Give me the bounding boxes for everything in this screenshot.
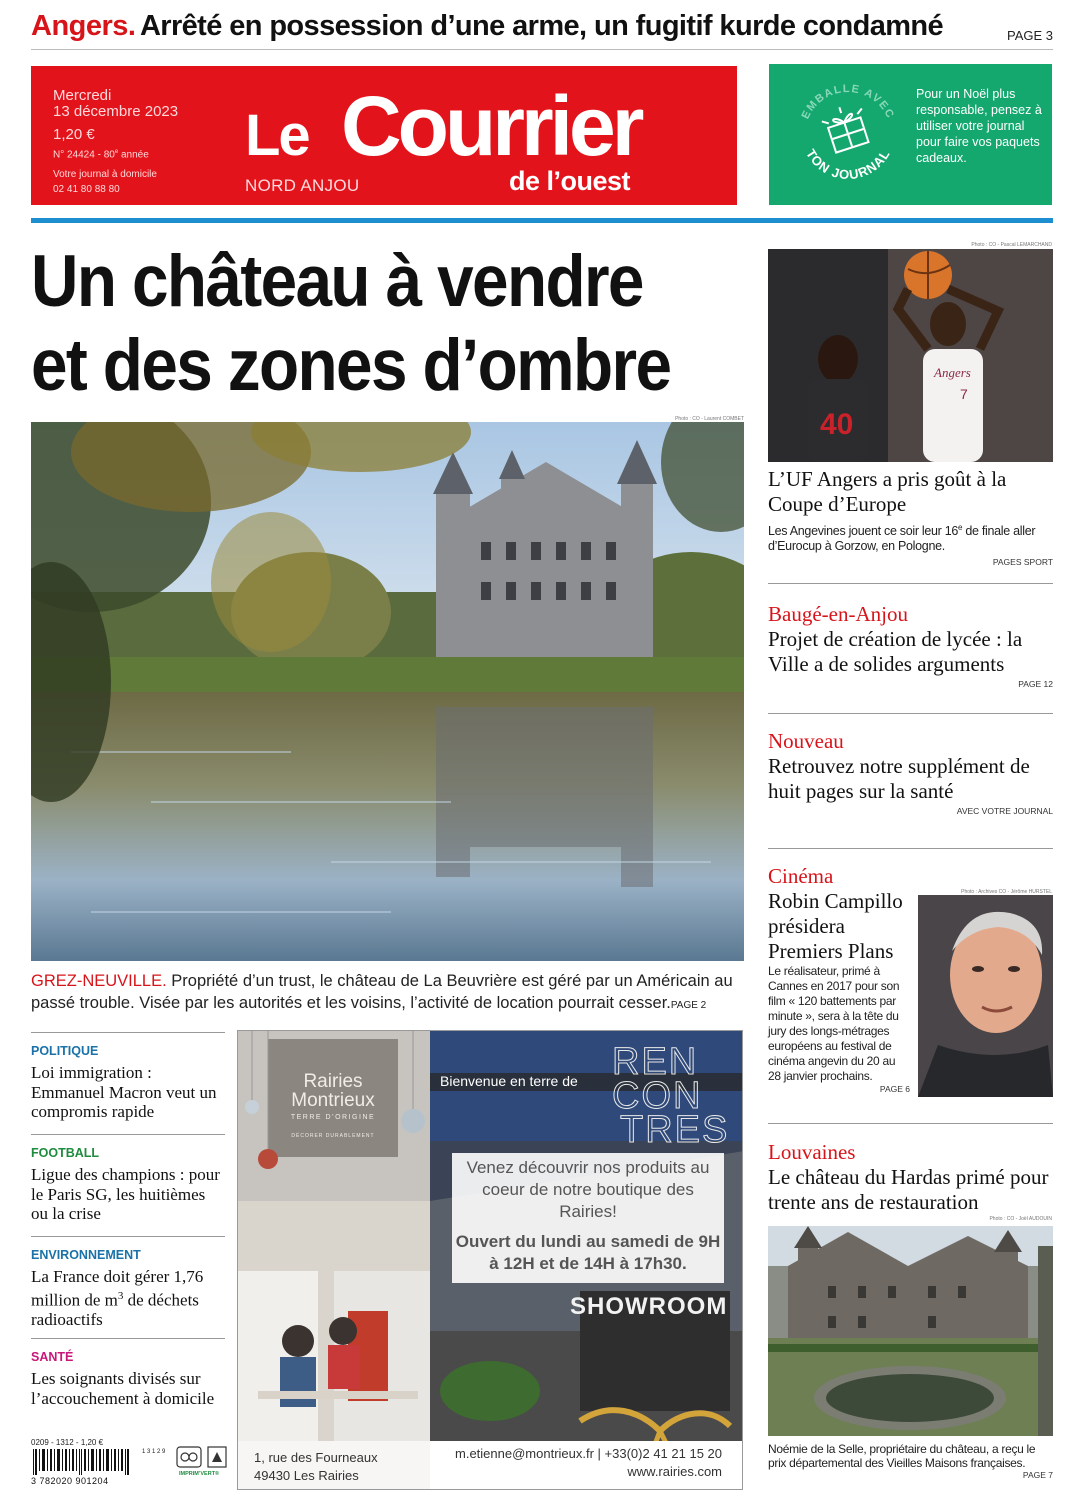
ad-brand-line-1: Rairies (303, 1071, 363, 1092)
brief-tag: POLITIQUE (31, 1044, 99, 1058)
gift-badge-icon (787, 74, 909, 196)
ad-website[interactable]: www.rairies.com (627, 1464, 722, 1479)
right-divider (768, 713, 1053, 714)
svg-text:40: 40 (820, 408, 854, 441)
brief-tag: ENVIRONNEMENT (31, 1248, 141, 1262)
svg-text:EMBALLE AVEC: EMBALLE AVEC (799, 82, 897, 121)
nouveau-title: Retrouvez notre supplément de huit pages sur la santé (768, 754, 1030, 803)
main-photo-credit: Photo : CO - Laurent COMBET (675, 416, 744, 422)
cinema-title: Robin Campillo présidera Premiers Plans (768, 889, 903, 963)
caption-place: GREZ-NEUVILLE. (31, 972, 167, 990)
masthead-full-date: 13 décembre 2023 (53, 103, 179, 120)
right-divider (768, 583, 1053, 584)
bauge-kicker: Baugé-en-Anjou (768, 602, 908, 626)
brief-tag: SANTÉ (31, 1350, 74, 1364)
bauge-article[interactable] (768, 602, 1053, 689)
top-city-label[interactable]: Angers. (31, 10, 136, 42)
louvaines-article[interactable] (768, 1140, 1053, 1215)
nouveau-kicker: Nouveau (768, 729, 844, 753)
masthead-day: Mercredi (53, 87, 112, 104)
cinema-kicker: Cinéma (768, 864, 834, 888)
basketball-photo[interactable] (768, 249, 1053, 462)
ad-brand-tagline: TERRE D’ORIGINE (290, 1114, 376, 1121)
ad-rencontres: REN CON TRES (612, 1041, 730, 1151)
masthead-edition: NORD ANJOU (245, 176, 360, 195)
ad-brand-sub: DÉCORER DURABLEMENT (291, 1133, 375, 1139)
ad-address (254, 1449, 378, 1485)
svg-text:TON JOURNAL: TON JOURNAL (803, 146, 893, 183)
promo-box[interactable] (769, 64, 1052, 205)
ad-info-panel (452, 1153, 724, 1283)
ad-address-line-1: 1, rue des Fourneaux (254, 1450, 378, 1465)
header-divider (31, 218, 1053, 223)
brief-title: Ligue des champions : pour le Paris SG, les huitièmes ou la crise (31, 1165, 220, 1223)
caption-page: PAGE 2 (670, 1000, 707, 1011)
logo-courrier[interactable]: Courrier (341, 79, 641, 173)
basket-title: L’UF Angers a pris goût à la Coupe d’Europe (768, 467, 1007, 516)
brief-tag: FOOTBALL (31, 1146, 100, 1160)
brief-title: Les soignants divisés sur l’accouchement à domicile (31, 1369, 215, 1408)
louvaines-caption-text: Noémie de la Selle, propriétaire du château, a reçu le prix départemental des Vieilles Maisons françaises. (768, 1442, 1036, 1470)
headline-line-2: et des zones d’ombre (31, 325, 671, 406)
masthead-home-delivery (53, 167, 157, 197)
brief-politique[interactable] (31, 1032, 225, 1134)
barcode-icon (31, 1449, 141, 1477)
right-divider (768, 848, 1053, 849)
right-divider (768, 1123, 1053, 1124)
ad-welcome: Bienvenue en terre de (440, 1073, 578, 1089)
svg-text:Angers: Angers (934, 365, 971, 380)
robin-campillo-photo[interactable] (918, 895, 1053, 1097)
ad-contact (430, 1445, 743, 1481)
top-headline-link[interactable]: Arrêté en possession d’une arme, un fugitif kurde condamné (139, 10, 944, 42)
bauge-title: Projet de création de lycée : la Ville a de solides arguments (768, 627, 1023, 676)
barcode-top-text: 0209 - 1312 - 1,20 € (31, 1438, 104, 1447)
paper-icon (207, 1446, 227, 1468)
briefs-column (31, 1032, 225, 1440)
masthead (31, 66, 737, 205)
basket-body: Les Angevines jouent ce soir leur 16e de finale aller d’Eurocup à Gorzow, en Pologne. (768, 523, 1036, 554)
headline-line-1: Un château à vendre (31, 241, 643, 322)
ad-showroom-sign: SHOWROOM (570, 1293, 728, 1320)
brief-title: Loi immigration : Emmanuel Macron veut un compromis rapide (31, 1063, 217, 1121)
louvaines-caption (768, 1442, 1053, 1480)
louvaines-title: Le château du Hardas primé pour trente ans de restauration (768, 1165, 1049, 1214)
top-strip (31, 10, 1053, 50)
chateau-hardas-photo[interactable] (768, 1226, 1053, 1436)
barcode-number: 3 782020 901204 (31, 1476, 109, 1486)
main-caption (31, 970, 745, 1017)
recycle-icon (176, 1446, 202, 1468)
ad-discover-text: Venez découvrir nos produits au coeur de notre boutique des Rairies! (466, 1158, 710, 1221)
basket-article[interactable] (768, 467, 1053, 567)
ad-brand-line-2: Montrieux (291, 1090, 375, 1111)
louvaines-kicker: Louvaines (768, 1140, 856, 1164)
logo-de-louest: de l’ouest (509, 166, 631, 196)
cinema-page: PAGE 6 (879, 1084, 910, 1094)
barcode-small-number: 1 3 1 2 9 (142, 1449, 166, 1455)
top-page-ref: PAGE 3 (1006, 28, 1053, 43)
ad-shop-photo (238, 1031, 430, 1490)
brief-environnement[interactable] (31, 1236, 225, 1338)
logo-le: Le (245, 103, 309, 168)
brief-sante[interactable] (31, 1338, 225, 1440)
ad-ornaments-icon (238, 1031, 430, 1490)
bauge-page: PAGE 12 (1018, 679, 1053, 689)
masthead-date (53, 88, 178, 120)
main-headline[interactable] (31, 240, 679, 408)
chateau-lake-photo[interactable] (31, 422, 744, 961)
masthead-price: 1,20 € (53, 126, 95, 143)
barcode-area (31, 1438, 226, 1488)
basket-photo-credit: Photo : CO - Pascal LEMARCHAND (971, 242, 1052, 248)
home-delivery-label: Votre journal à domicile (53, 169, 157, 180)
cinema-photo-credit: Photo : Archives CO - Jérôme HURSTEL (961, 889, 1052, 895)
caption-text: Propriété d’un trust, le château de La Beuvrière est géré par un Américain au passé trouble. Visée par les autorités et les voisins, l’activité de location pourrait cesser. (31, 972, 733, 1012)
brief-football[interactable] (31, 1134, 225, 1236)
ad-address-line-2: 49430 Les Rairies (254, 1468, 359, 1483)
louvaines-page: PAGE 7 (1022, 1470, 1053, 1480)
nouveau-article[interactable] (768, 729, 1053, 816)
ad-rairies-montrieux[interactable] (237, 1030, 743, 1490)
basket-page: PAGES SPORT (992, 557, 1053, 568)
masthead-issue: N° 24424 - 80e année (53, 149, 149, 161)
ad-contact-line[interactable]: m.etienne@montrieux.fr | +33(0)2 41 21 15 20 (455, 1446, 722, 1461)
home-delivery-phone[interactable]: 02 41 80 88 80 (53, 184, 120, 195)
brief-title: La France doit gérer 1,76 million de $m^3$ de déchets radioactifs (31, 1267, 204, 1329)
ad-hours-text: Ouvert du lundi au samedi de 9H à 12H et de 14H à 17h30. (455, 1232, 721, 1273)
nouveau-page: AVEC VOTRE JOURNAL (956, 806, 1053, 816)
louvaines-photo-credit: Photo : CO - Joël AUDOUIN (989, 1216, 1052, 1222)
promo-text: Pour un Noël plus responsable, pensez à utiliser votre journal pour faire vos paquets cadeaux. (916, 87, 1042, 165)
imprimvert-label: IMPRIM’VERT® (179, 1471, 220, 1477)
ad-right-photo (430, 1031, 743, 1490)
cinema-body: Le réalisateur, primé à Cannes en 2017 pour son film « 120 battements par minute », sera à la tête du jury des longs-métrages européens au festival de cinéma angevin du 20 au 28 janvier prochains. (768, 964, 900, 1083)
svg-text:7: 7 (960, 386, 968, 402)
